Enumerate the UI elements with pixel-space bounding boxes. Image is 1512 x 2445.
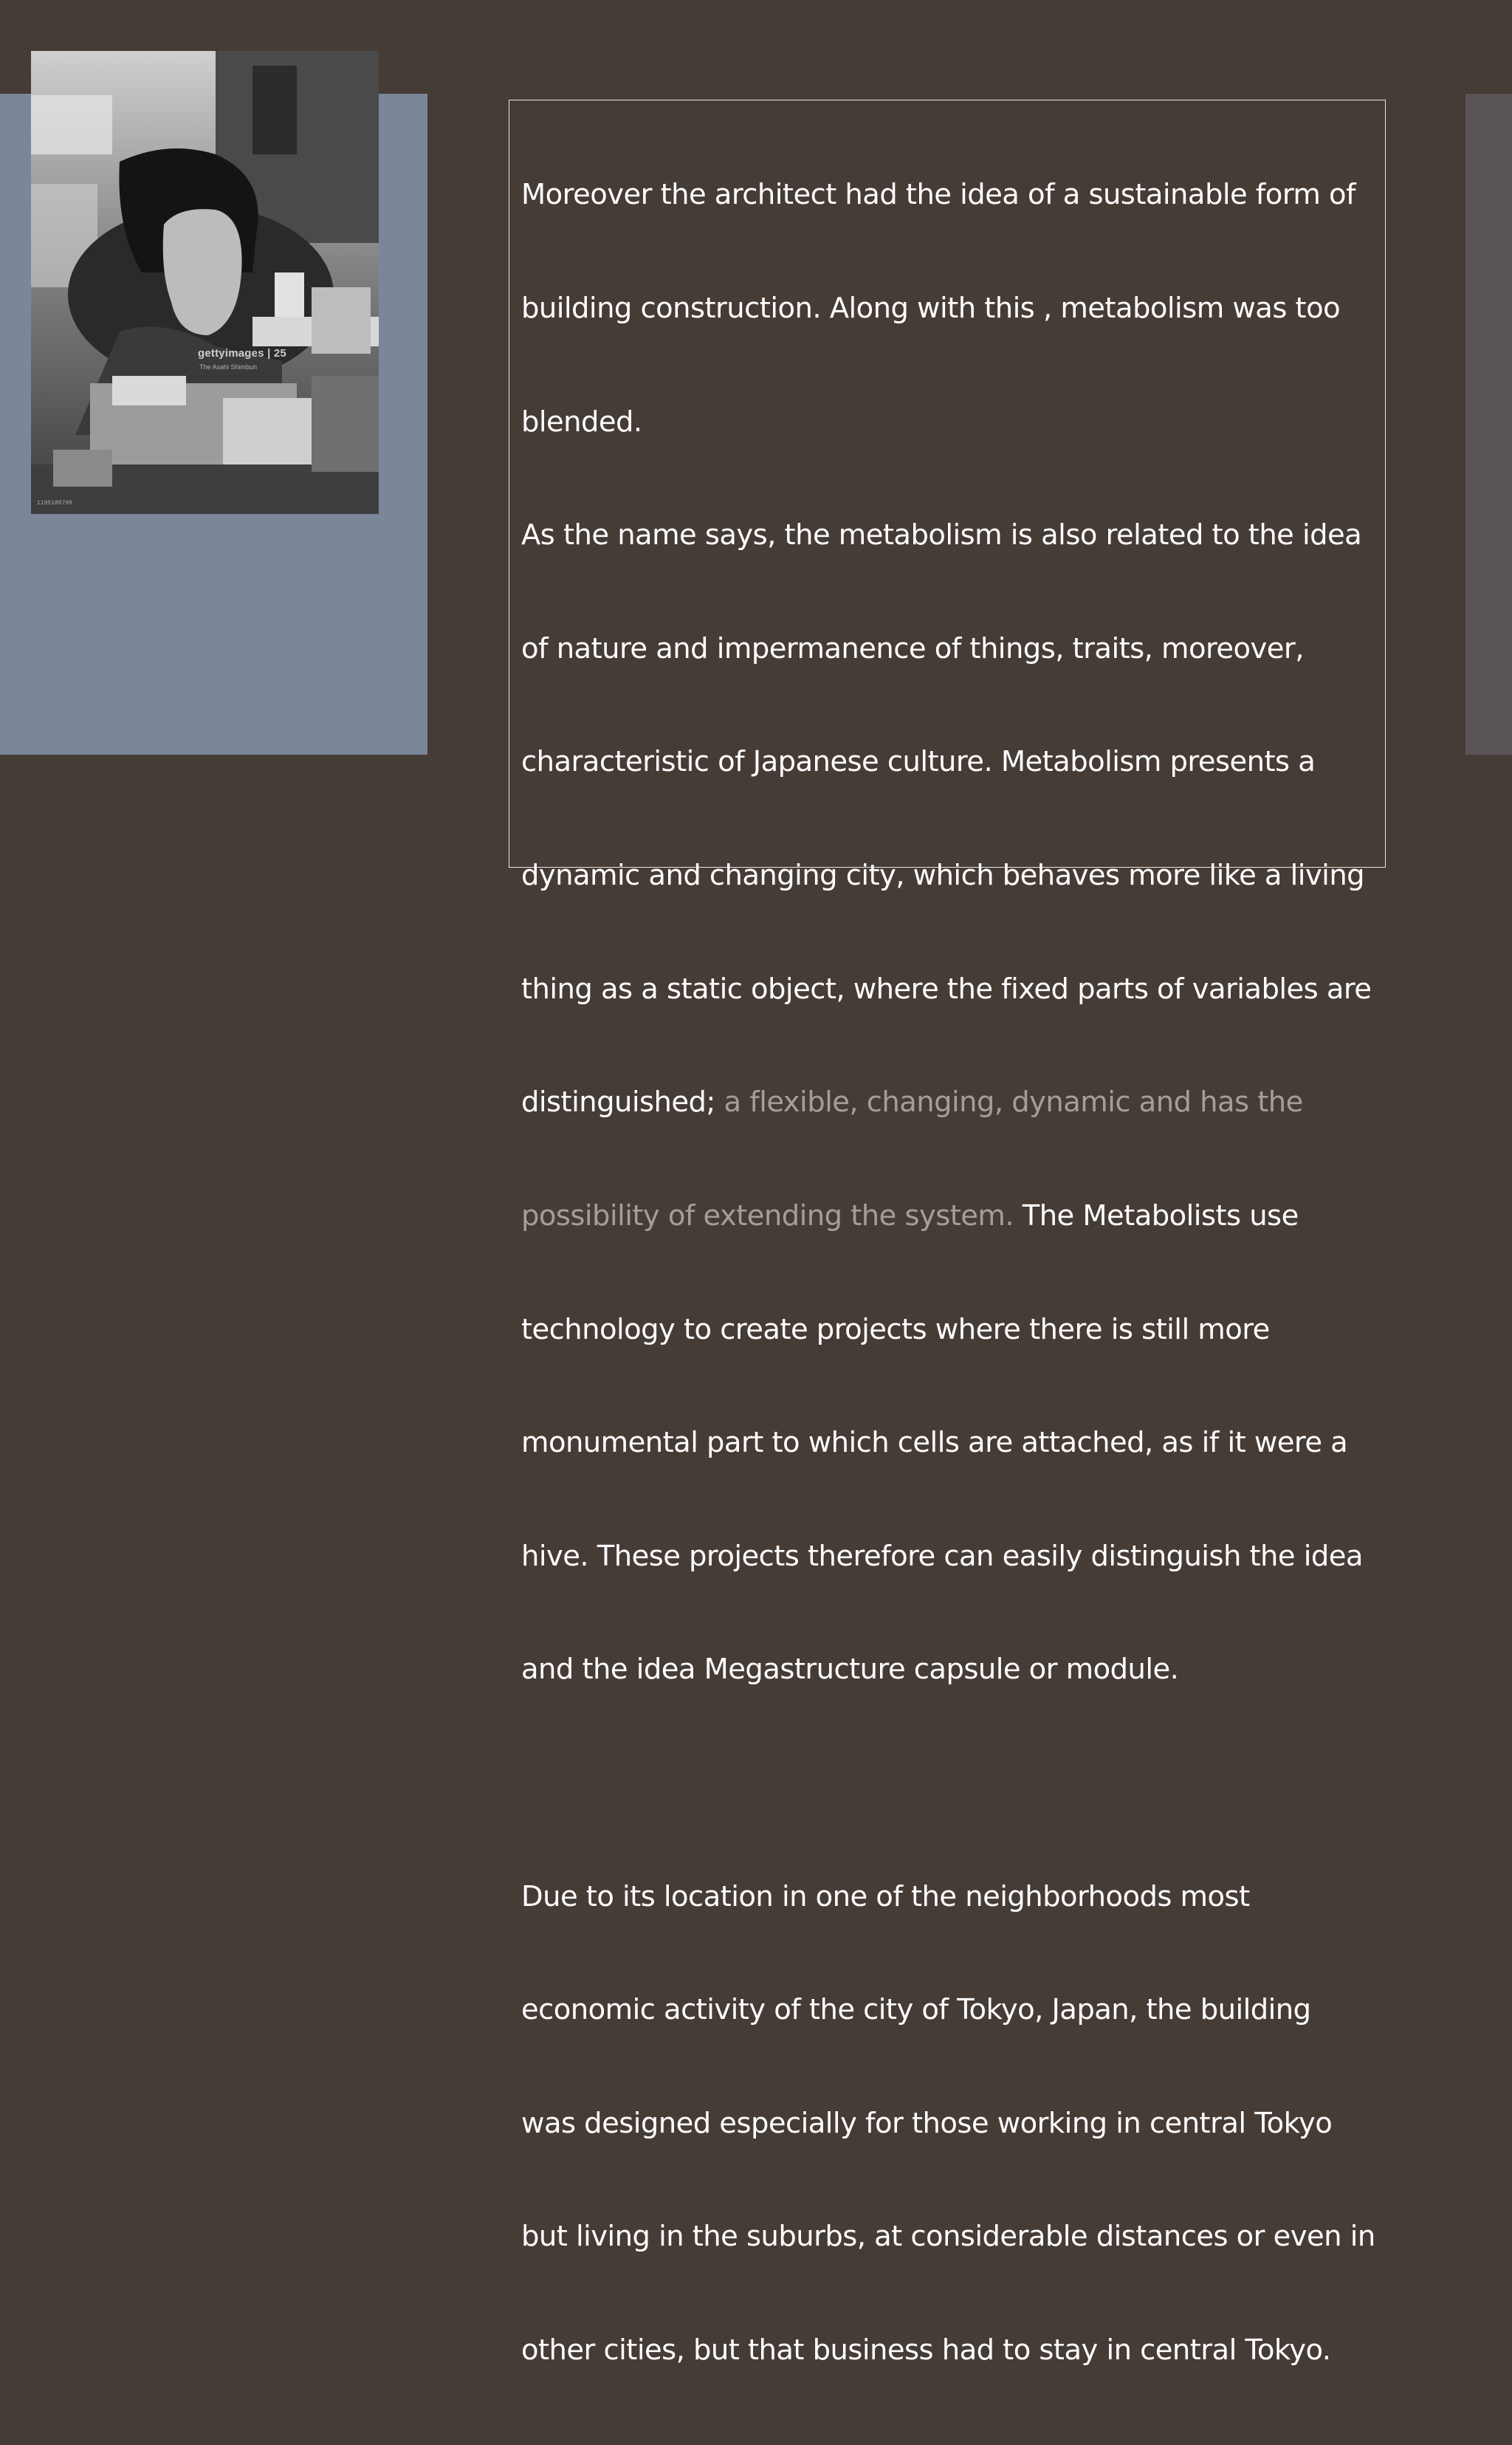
text-line: dynamic and changing city, which behaves more like a living bbox=[521, 859, 1365, 893]
text-line: of nature and impermanence of things, traits, moreover, bbox=[521, 631, 1304, 665]
highlighted-phrase: possibility of extending the system. bbox=[521, 1199, 1014, 1232]
text-line: other cities, but that business had to stay in central Tokyo. bbox=[521, 2333, 1331, 2367]
text-line: Moreover the architect had the idea of a sustainable form of bbox=[521, 178, 1356, 212]
photo-illustration bbox=[31, 51, 379, 514]
text-line: Due to its location in one of the neighborhoods most bbox=[521, 1879, 1250, 1913]
text-line: economic activity of the city of Tokyo, Japan, the building bbox=[521, 1993, 1311, 2027]
text-line: was designed especially for those working in central Tokyo bbox=[521, 2106, 1333, 2140]
text-line bbox=[521, 1764, 1385, 1802]
text-segment: distinguished; bbox=[521, 1086, 724, 1119]
text-line: thing as a static object, where the fixed parts of variables are bbox=[521, 972, 1372, 1006]
text-line: characteristic of Japanese culture. Metabolism presents a bbox=[521, 745, 1316, 779]
text-segment: The Metabolists use bbox=[1014, 1199, 1299, 1232]
highlighted-phrase: a flexible, changing, dynamic and has the bbox=[724, 1086, 1303, 1119]
text-line: technology to create projects where there is still more bbox=[521, 1312, 1270, 1346]
text-line: blended. bbox=[521, 405, 642, 439]
text-frame bbox=[509, 100, 1386, 2367]
text-line bbox=[521, 1197, 1385, 1235]
watermark: gettyimages | 25 bbox=[198, 347, 286, 360]
watermark-subtitle: The Asahi Shimbun bbox=[199, 363, 258, 371]
text-line: As the name says, the metabolism is also related to the idea bbox=[521, 518, 1362, 552]
text-line bbox=[521, 1083, 1385, 1121]
architect-photo bbox=[31, 51, 379, 514]
text-line: monumental part to which cells are attached, as if it were a bbox=[521, 1426, 1348, 1460]
text-line: and the idea Megastructure capsule or module. bbox=[521, 1653, 1179, 1687]
text-line: building construction. Along with this , metabolism was too bbox=[521, 292, 1341, 326]
right-accent-panel bbox=[1465, 94, 1512, 755]
text-line: but living in the suburbs, at considerable distances or even in bbox=[521, 2220, 1375, 2254]
body-text bbox=[521, 100, 1385, 2445]
text-line: hive. These projects therefore can easily distinguish the idea bbox=[521, 1539, 1363, 1573]
photo-id: 1195188799 bbox=[37, 500, 73, 507]
